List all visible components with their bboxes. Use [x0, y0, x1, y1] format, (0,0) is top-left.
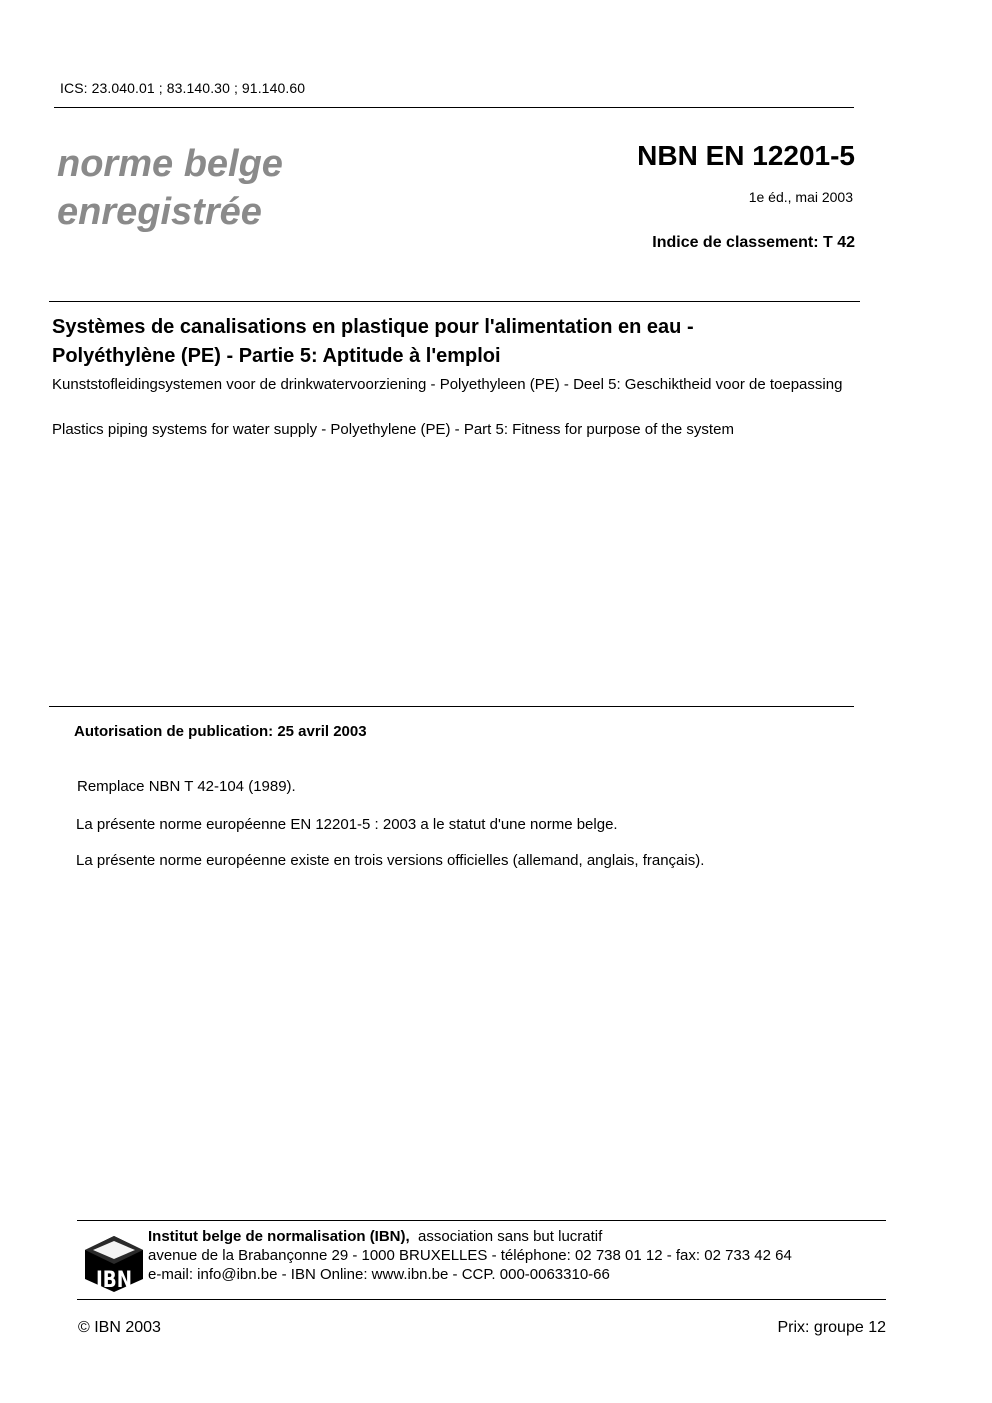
institute-address: avenue de la Brabançonne 29 - 1000 BRUXELLES - téléphone: 02 738 01 12 - fax: 02 733 42 64 [148, 1247, 792, 1264]
footer-bottom-rule [77, 1299, 886, 1300]
status-note: La présente norme européenne EN 12201-5 : 2003 a le statut d'une norme belge. [76, 816, 618, 833]
header-rule [54, 107, 854, 108]
branding-line-2: enregistrée [57, 191, 262, 233]
copyright: © IBN 2003 [78, 1319, 161, 1336]
replaces-note: Remplace NBN T 42-104 (1989). [77, 778, 296, 795]
ibn-logo [83, 1235, 145, 1293]
title-english: Plastics piping systems for water supply - Polyethylene (PE) - Part 5: Fitness for purpose of the system [52, 421, 734, 438]
price-group: Prix: groupe 12 [777, 1319, 886, 1336]
classification-index: Indice de classement: T 42 [652, 234, 855, 251]
title-top-rule [49, 301, 860, 302]
ibn-logo-letters: IBN [96, 1268, 132, 1293]
versions-note: La présente norme européenne existe en trois versions officielles (allemand, anglais, français). [76, 852, 705, 869]
edition-date: 1e éd., mai 2003 [748, 189, 853, 205]
publication-rule [49, 706, 854, 707]
title-french-line-2: Polyéthylène (PE) - Partie 5: Aptitude à l'emploi [52, 345, 501, 367]
title-dutch: Kunststofleidingsystemen voor de drinkwatervoorziening - Polyethyleen (PE) - Deel 5: Geschiktheid voor de toepassing [52, 376, 843, 393]
institute-line [148, 1228, 602, 1245]
ics-codes: ICS: 23.040.01 ; 83.140.30 ; 91.140.60 [60, 80, 306, 96]
institute-type: association sans but lucratif [409, 1228, 603, 1245]
publication-authorisation: Autorisation de publication: 25 avril 2003 [74, 723, 367, 740]
institute-name: Institut belge de normalisation (IBN), [148, 1228, 410, 1245]
standard-number: NBN EN 12201-5 [637, 140, 855, 171]
norme-belge-branding [57, 140, 283, 236]
institute-contact: e-mail: info@ibn.be - IBN Online: www.ibn.be - CCP. 000-0063310-66 [148, 1266, 610, 1283]
footer-top-rule [77, 1220, 886, 1221]
title-french [52, 313, 842, 371]
branding-line-1: norme belge [57, 143, 283, 185]
title-french-line-1: Systèmes de canalisations en plastique pour l'alimentation en eau - [52, 316, 694, 338]
